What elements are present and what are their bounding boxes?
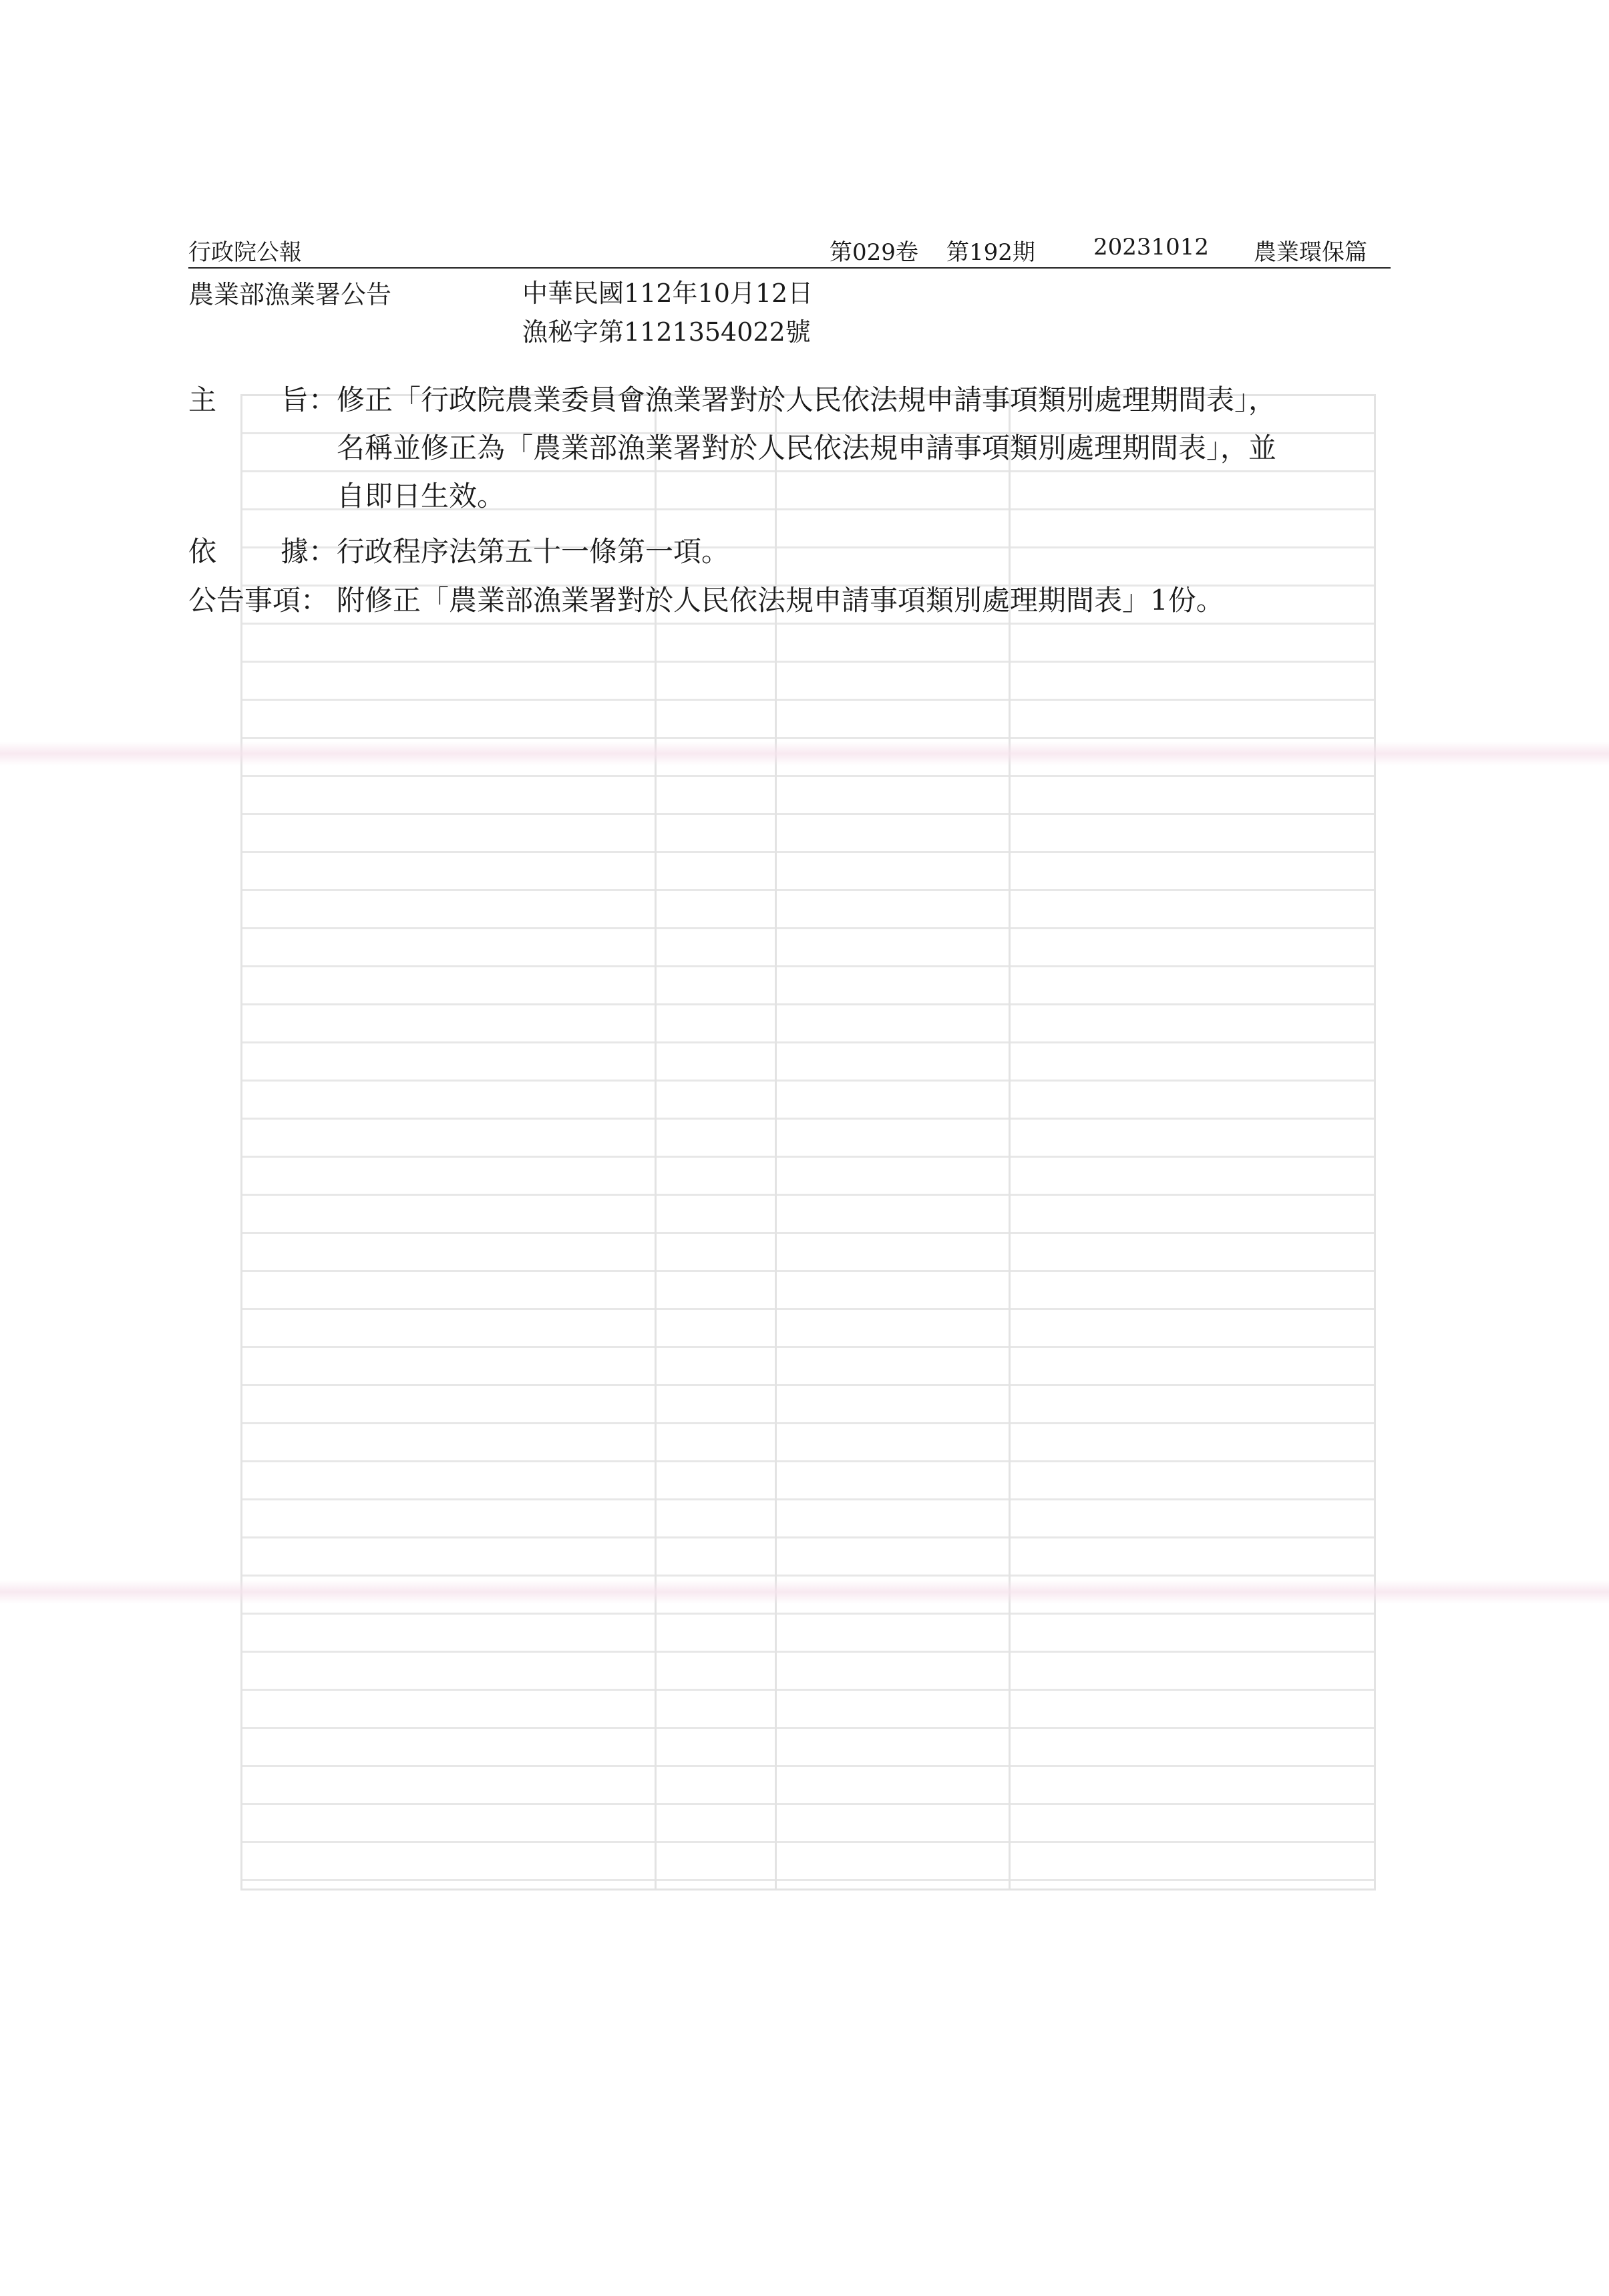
- basis-line: 行政程序法第五十一條第一項。: [337, 535, 730, 568]
- paper-fold-mark: [0, 1580, 1609, 1604]
- subject-text: [337, 376, 1559, 520]
- notice-line: 附修正「農業部漁業署對於人民依法規申請事項類別處理期間表」1份。: [337, 584, 1224, 617]
- publication-date: 20231012: [1093, 234, 1210, 261]
- subject-line: 名稱並修正為「農業部漁業署對於人民依法規申請事項類別處理期間表」，並: [337, 432, 1277, 464]
- announcement-date: 中華民國112年10月12日: [522, 279, 814, 308]
- issue-number: 第192期: [946, 239, 1035, 266]
- publication-name: 行政院公報: [188, 239, 302, 266]
- section-name: 農業環保篇: [1254, 239, 1367, 266]
- paper-fold-mark: [0, 742, 1609, 766]
- volume-number: 第029卷: [830, 239, 918, 266]
- document-number: 漁秘字第1121354022號: [522, 317, 811, 347]
- notice-label: 公告事項：: [188, 584, 329, 617]
- subject-line: 修正「行政院農業委員會漁業署對於人民依法規申請事項類別處理期間表」，: [337, 383, 1277, 416]
- notice-text: [337, 577, 1559, 625]
- running-header: [188, 227, 1391, 269]
- announcement-meta: [522, 274, 813, 351]
- agency-announcement-title: 農業部漁業署公告: [188, 280, 392, 309]
- subject-line: 自即日生效。: [337, 480, 506, 512]
- basis-text: [337, 528, 1559, 576]
- subject-label: 主 旨：: [188, 383, 337, 416]
- basis-label: 依 據：: [188, 535, 337, 568]
